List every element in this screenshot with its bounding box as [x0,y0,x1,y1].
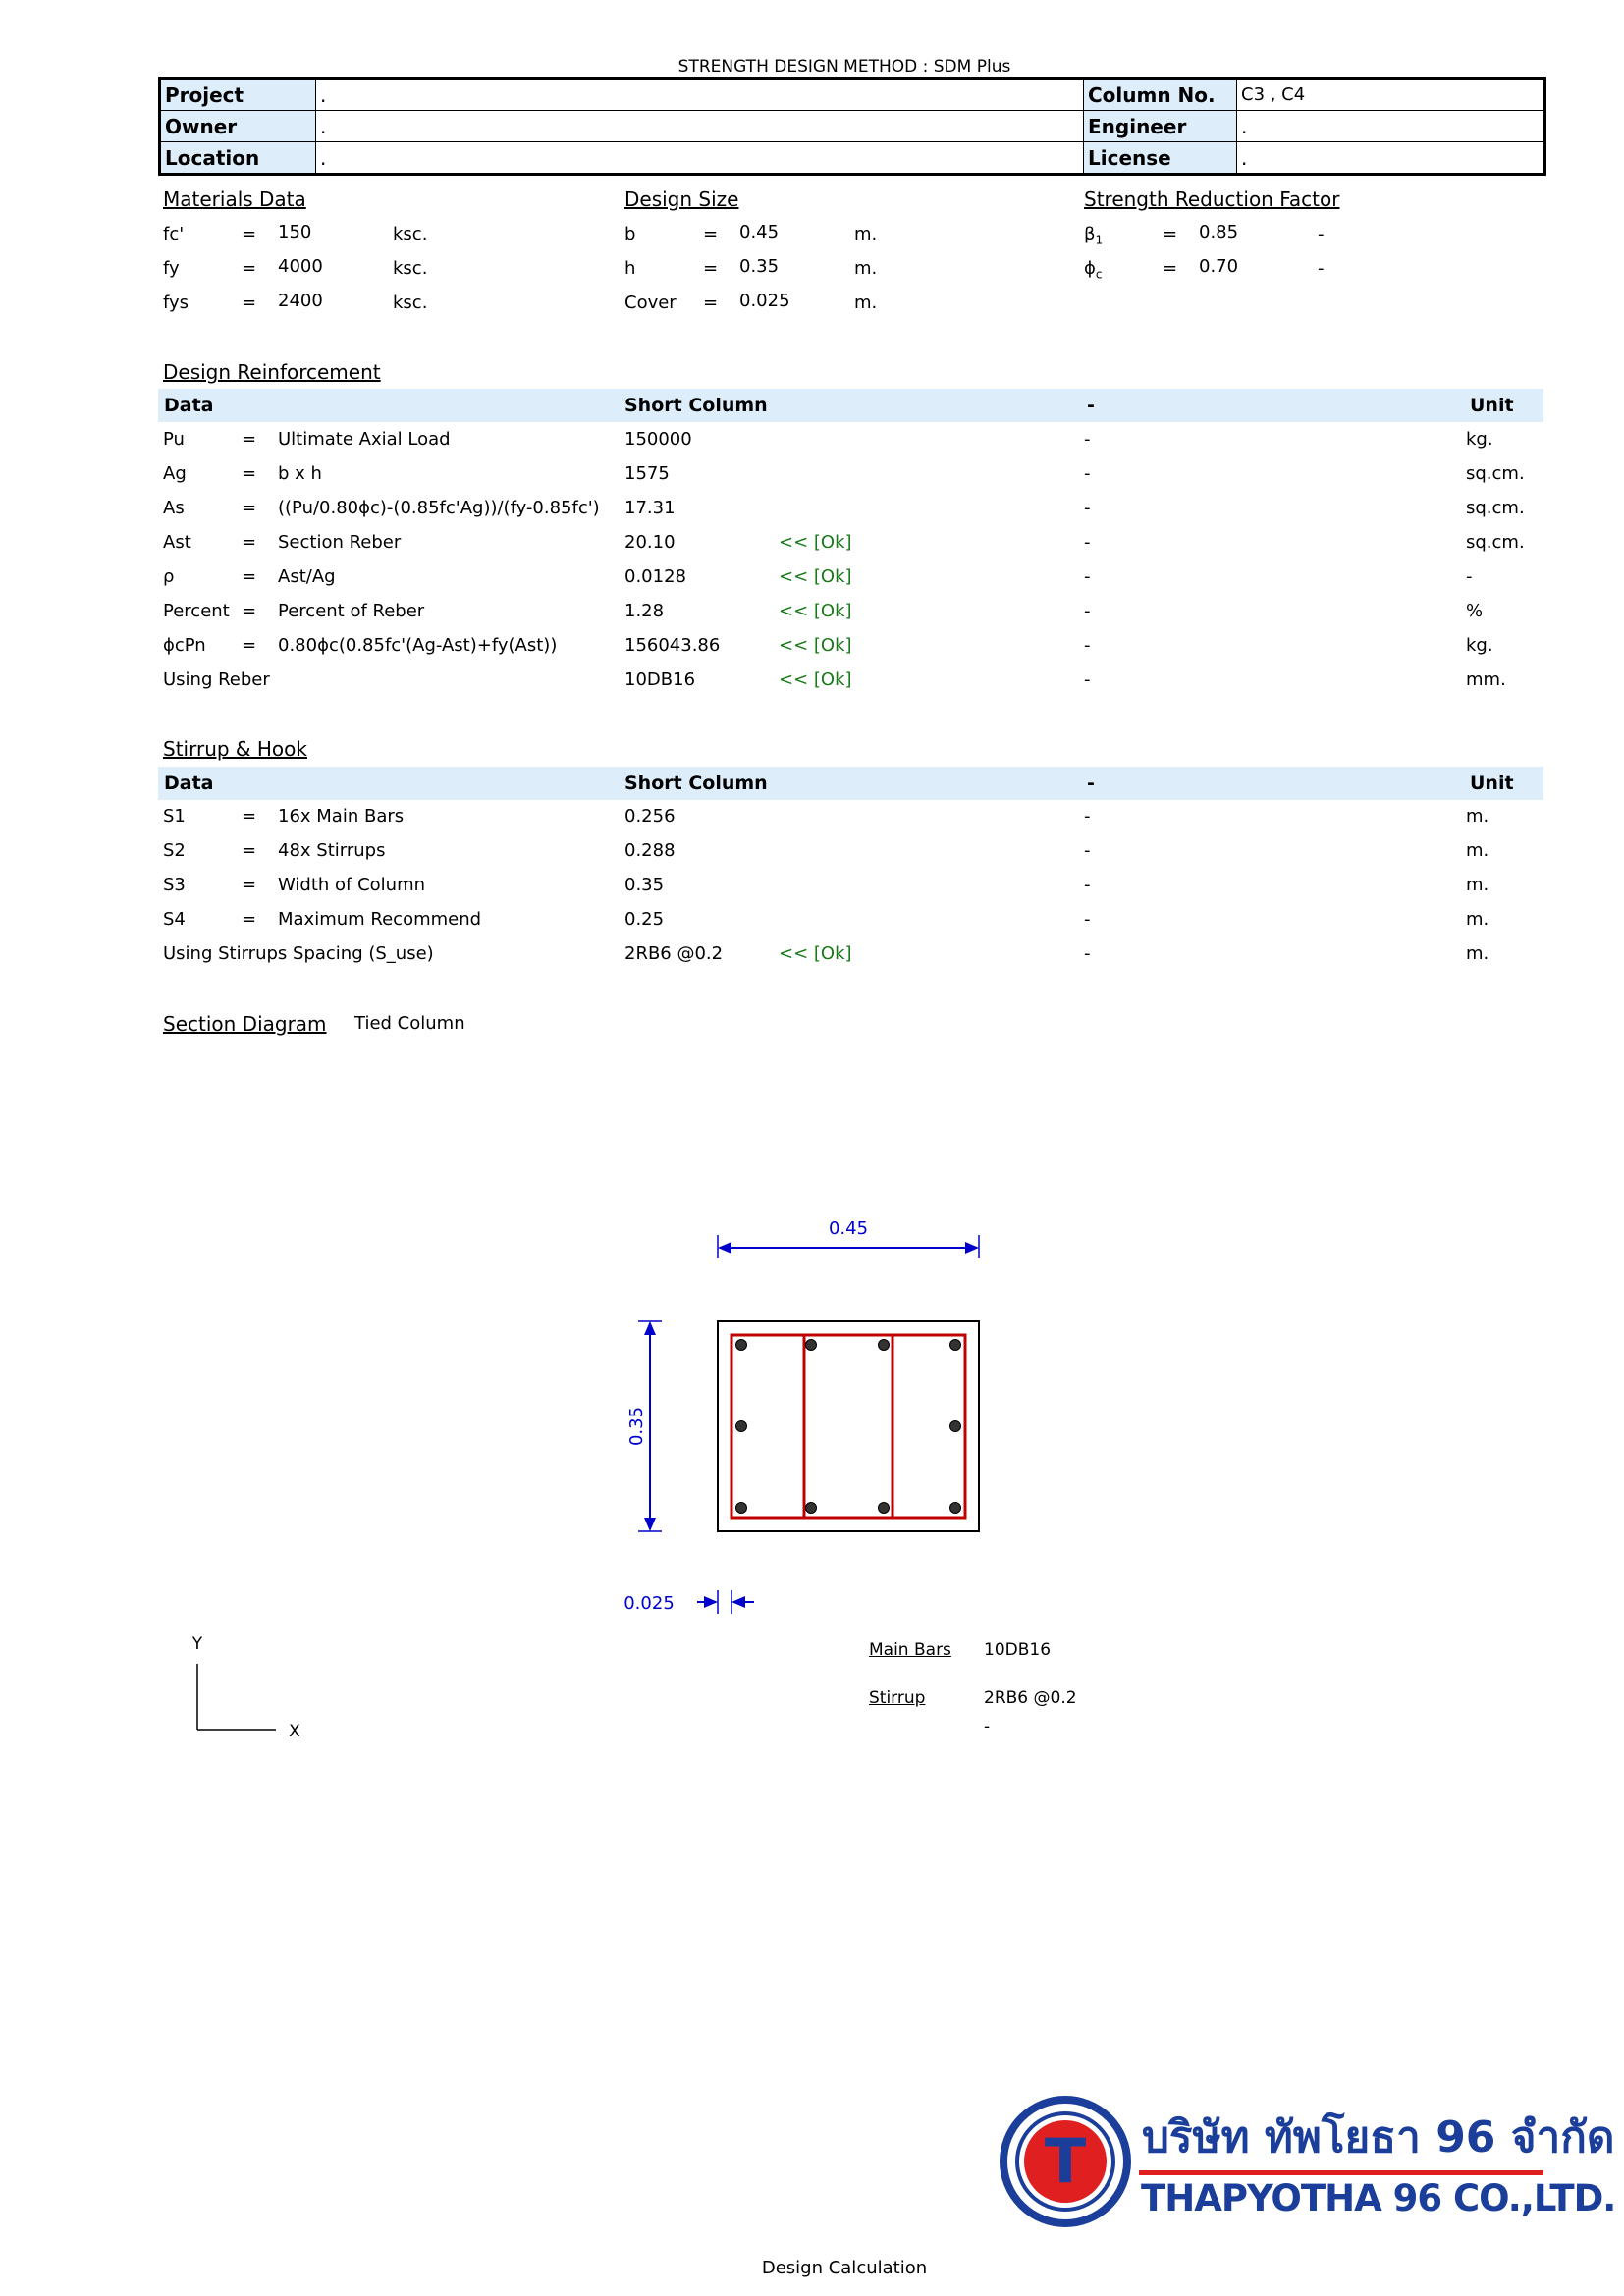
rebar-dot [806,1340,817,1351]
row-value: 2RB6 @0.2 [624,943,724,964]
col-short-column-header: Short Column [624,395,768,416]
row-symbol: Percent [163,601,230,621]
row-unit: m. [1466,943,1489,964]
col-data-header: Data [164,395,214,416]
rebar-dot [879,1503,890,1514]
row-eq: = [242,840,257,861]
main-bars-value: 10DB16 [984,1640,1052,1660]
row-symbol: S1 [163,806,186,827]
row-unit: m. [1466,909,1489,930]
row-value: 0.288 [624,840,676,861]
row-unit: mm. [1466,669,1506,690]
row-unit: sq.cm. [1466,463,1525,484]
company-logo [992,2083,1616,2238]
row-description: Section Reber [278,532,402,553]
col-dash-header: - [1087,773,1095,794]
row-description: ((Pu/0.80ϕc)-(0.85fc'Ag))/(fy-0.85fc') [278,498,600,518]
row-value: 150000 [624,429,692,450]
owner-label: Owner [160,111,316,142]
row-dash: - [1084,566,1091,587]
row-value: 17.31 [624,498,676,518]
location-value: . [316,142,1084,175]
row-unit: sq.cm. [1466,498,1525,518]
material-eq: = [242,293,257,313]
col-unit-header: Unit [1470,773,1514,794]
row-dash: - [1084,463,1091,484]
size-eq: = [703,293,719,313]
reduction-value: 0.85 [1199,222,1239,242]
row-dash: - [1084,943,1091,964]
row-symbol: S2 [163,840,186,861]
material-eq: = [242,224,257,244]
row-description: 16x Main Bars [278,806,405,827]
cover-dimension [623,1590,754,1614]
row-description: b x h [278,463,322,484]
concrete-section-outline [718,1321,979,1531]
logo-letter: T [1044,2125,1087,2197]
engineer-label: Engineer [1084,111,1237,142]
license-label: License [1084,142,1237,175]
row-status: << [Ok] [779,532,852,553]
row-dash: - [1084,840,1091,861]
page-header-title: STRENGTH DESIGN METHOD : SDM Plus [677,57,1011,77]
col-data-header: Data [164,773,214,794]
stirrup-label: Stirrup [869,1688,926,1708]
row-status: << [Ok] [779,601,852,621]
row-symbol: ϕcPn [163,635,206,656]
row-description: Width of Column [278,875,426,895]
row-eq: = [242,532,257,553]
cover-dimension-label: 0.025 [623,1593,675,1614]
row-status: << [Ok] [779,635,852,656]
material-value: 150 [278,222,312,242]
material-value: 4000 [278,256,323,277]
row-unit: kg. [1466,635,1493,656]
stirrup-extra: - [984,1717,991,1736]
stirrup-title: Stirrup & Hook [163,737,307,761]
material-symbol: fc' [163,224,185,244]
row-value: 0.35 [624,875,665,895]
row-symbol: Pu [163,429,185,450]
rebar-dot [806,1503,817,1514]
design-size-title: Design Size [624,187,739,211]
row-eq: = [242,635,257,656]
beta-symbol: $\beta_1$ [1084,224,1104,247]
row-status: << [Ok] [779,943,852,964]
row-value: 0.25 [624,909,665,930]
row-symbol: Ast [163,532,191,553]
stirrup-value: 2RB6 @0.2 [984,1688,1077,1708]
row-dash: - [1084,601,1091,621]
row-symbol: S4 [163,909,186,930]
row-value: 156043.86 [624,635,721,656]
reduction-title: Strength Reduction Factor [1084,187,1340,211]
size-unit: m. [854,224,878,244]
row-unit: - [1466,566,1473,587]
material-value: 2400 [278,291,323,311]
row-unit: sq.cm. [1466,532,1525,553]
reduction-value: 0.70 [1199,256,1239,277]
row-dash: - [1084,429,1091,450]
rebar-dot [950,1503,961,1514]
row-status: << [Ok] [779,669,852,690]
size-value: 0.35 [739,256,780,277]
size-unit: m. [854,293,878,313]
size-eq: = [703,258,719,279]
row-dash: - [1084,806,1091,827]
row-unit: % [1466,601,1484,621]
page-footer: Design Calculation [761,2258,928,2278]
row-dash: - [1084,532,1091,553]
size-unit: m. [854,258,878,279]
reduction-eq: = [1163,224,1178,244]
height-dimension [626,1321,662,1531]
reduction-eq: = [1163,258,1178,279]
size-value: 0.45 [739,222,780,242]
row-value: 10DB16 [624,669,696,690]
row-dash: - [1084,498,1091,518]
material-unit: ksc. [393,293,428,313]
material-symbol: fys [163,293,189,313]
row-description: 0.80ϕc(0.85fc'(Ag-Ast)+fy(Ast)) [278,635,558,656]
height-dimension-label: 0.35 [626,1406,647,1447]
row-unit: kg. [1466,429,1493,450]
col-dash-header: - [1087,395,1095,416]
row-description: Ast/Ag [278,566,336,587]
size-symbol: b [624,224,636,244]
reduction-unit: - [1318,258,1325,279]
row-eq: = [242,566,257,587]
xy-axis-icon [191,1634,300,1741]
axis-y-label: Y [191,1634,203,1654]
row-symbol: Using Stirrups Spacing (S_use) [163,943,434,964]
row-eq: = [242,429,257,450]
row-description: Maximum Recommend [278,909,482,930]
row-unit: m. [1466,806,1489,827]
row-eq: = [242,601,257,621]
column-no-label: Column No. [1084,79,1237,111]
row-description: 48x Stirrups [278,840,386,861]
size-value: 0.025 [739,291,790,311]
row-dash: - [1084,909,1091,930]
row-eq: = [242,463,257,484]
project-label: Project [160,79,316,111]
row-dash: - [1084,635,1091,656]
row-status: << [Ok] [779,566,852,587]
outer-stirrup [731,1335,965,1518]
width-dimension-label: 0.45 [828,1218,869,1239]
col-unit-header: Unit [1470,395,1514,416]
row-value: 1575 [624,463,670,484]
engineer-value: . [1237,111,1545,142]
row-eq: = [242,498,257,518]
material-unit: ksc. [393,224,428,244]
row-unit: m. [1466,875,1489,895]
rebar-dot [736,1340,747,1351]
row-dash: - [1084,669,1091,690]
row-description: Percent of Reber [278,601,425,621]
materials-title: Materials Data [163,187,306,211]
width-dimension [718,1218,979,1258]
size-eq: = [703,224,719,244]
rebar-dot [736,1503,747,1514]
row-eq: = [242,806,257,827]
row-value: 20.10 [624,532,676,553]
size-symbol: h [624,258,636,279]
phi-symbol: $\phi_c$ [1084,258,1103,282]
location-label: Location [160,142,316,175]
row-symbol: As [163,498,185,518]
material-symbol: fy [163,258,180,279]
rebar-dot [879,1340,890,1351]
main-bars [736,1340,961,1514]
logo-english-name: THAPYOTHA 96 CO.,LTD. [1141,2177,1616,2219]
logo-thai-name: บริษัท ทัพโยธา 96 จำกัด [1142,2112,1615,2163]
reduction-unit: - [1318,224,1325,244]
col-short-column-header: Short Column [624,773,768,794]
material-eq: = [242,258,257,279]
rebar-dot [950,1340,961,1351]
reinforcement-title: Design Reinforcement [163,360,381,384]
column-no-value: C3 , C4 [1237,79,1545,111]
row-unit: m. [1466,840,1489,861]
project-value: . [316,79,1084,111]
row-value: 0.256 [624,806,676,827]
row-symbol: ρ [163,566,175,587]
row-value: 1.28 [624,601,665,621]
section-diagram-subtitle: Tied Column [354,1013,465,1034]
material-unit: ksc. [393,258,428,279]
row-description: Ultimate Axial Load [278,429,451,450]
owner-value: . [316,111,1084,142]
size-symbol: Cover [624,293,677,313]
section-diagram-title: Section Diagram [163,1012,327,1036]
rebar-dot [950,1421,961,1432]
row-dash: - [1084,875,1091,895]
license-value: . [1237,142,1545,175]
rebar-dot [736,1421,747,1432]
row-symbol: S3 [163,875,186,895]
axis-x-label: X [289,1722,300,1741]
row-eq: = [242,909,257,930]
main-bars-label: Main Bars [869,1640,951,1660]
row-value: 0.0128 [624,566,686,587]
row-symbol: Using Reber [163,669,270,690]
row-eq: = [242,875,257,895]
row-symbol: Ag [163,463,187,484]
